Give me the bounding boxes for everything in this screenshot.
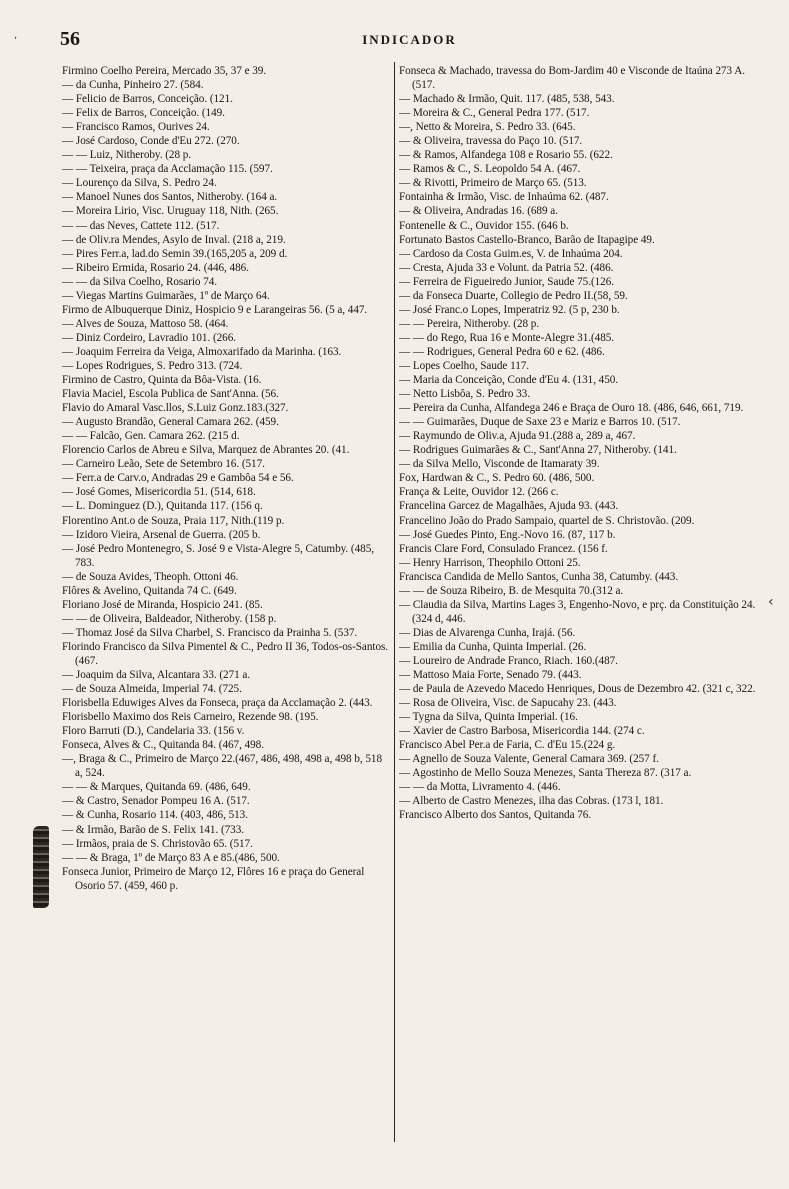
directory-entry: — L. Dominguez (D.), Quitanda 117. (156 q. xyxy=(62,500,263,513)
directory-entry: — & Cunha, Rosario 114. (403, 486, 513. xyxy=(62,809,248,822)
directory-entry: — Henry Harrison, Theophilo Ottoni 25. xyxy=(399,556,581,569)
directory-entry: Francelino João do Prado Sampaio, quartel de S. Christovão. (209. xyxy=(399,514,695,527)
directory-entry: — Joaquim Ferreira da Veiga, Almoxarifado da Marinha. (163. xyxy=(62,345,342,358)
directory-entry: — — da Motta, Livramento 4. (446. xyxy=(399,781,561,794)
directory-entry: — de Oliv.ra Mendes, Asylo de Inval. (218 a, 219. xyxy=(62,233,286,246)
directory-entry: — & Oliveira, travessa do Paço 10. (517. xyxy=(399,135,583,148)
directory-entry: —, Braga & C., Primeiro de Março 22.(467, 486, 498, 498 a, 498 b, 518 a, 524. xyxy=(62,753,383,780)
directory-entry: — José Franc.o Lopes, Imperatriz 92. (5 p, 230 b. xyxy=(399,303,620,316)
directory-entry: Florencio Carlos de Abreu e Silva, Marquez de Abrantes 20. (41. xyxy=(62,444,350,457)
directory-entry: Francisco Alberto dos Santos, Quitanda 76. xyxy=(399,809,592,822)
directory-entry: Flôres & Avelino, Quitanda 74 C. (649. xyxy=(62,584,237,597)
directory-entry: Florentino Ant.o de Souza, Praia 117, Nith.(119 p. xyxy=(62,514,285,527)
directory-entry: — Netto Lisbôa, S. Pedro 33. xyxy=(399,388,530,401)
directory-entry: — Pereira da Cunha, Alfandega 246 e Braça de Ouro 18. (486, 646, 661, 719. xyxy=(399,402,744,415)
directory-entry: Firmino de Castro, Quinta da Bôa-Vista. (16. xyxy=(62,374,262,387)
directory-entry: — da Fonseca Duarte, Collegio de Pedro II.(58, 59. xyxy=(399,289,628,302)
directory-entry: — José Pedro Montenegro, S. José 9 e Vista-Alegre 5, Catumby. (485, 783. xyxy=(62,542,374,569)
directory-entry: — — & Marques, Quitanda 69. (486, 649. xyxy=(62,781,251,794)
directory-entry: — — & Braga, 1º de Março 83 A e 85.(486, 500. xyxy=(62,851,280,864)
directory-entry: — Rosa de Oliveira, Visc. de Sapucahy 23. (443. xyxy=(399,697,617,710)
directory-entry: — Felicio de Barros, Conceição. (121. xyxy=(62,93,233,106)
directory-entry: Flavio do Amaral Vasc.llos, S.Luiz Gonz.183.(327. xyxy=(62,402,289,415)
directory-entry: Fonseca & Machado, travessa do Bom-Jardim 40 e Visconde de Itaúna 273 A. (517. xyxy=(399,65,745,92)
directory-entry: — Lopes Coelho, Saude 117. xyxy=(399,359,530,372)
directory-entry: — de Paula de Azevedo Macedo Henriques, Dous de Dezembro 42. (321 c, 322. xyxy=(399,683,756,696)
directory-entry: Francelina Garcez de Magalhães, Ajuda 93. (443. xyxy=(399,500,619,513)
directory-entry: Francisco Abel Per.a de Faria, C. d'Eu 15.(224 g. xyxy=(399,739,616,752)
directory-entry: — Xavier de Castro Barbosa, Misericordia 144. (274 c. xyxy=(399,725,645,738)
directory-entry: — Cardoso da Costa Guim.es, V. de Inhaúma 204. xyxy=(399,247,623,260)
running-title: INDICADOR xyxy=(362,32,457,47)
directory-entry: — Mattoso Maia Forte, Senado 79. (443. xyxy=(399,669,582,682)
directory-entry: — José Gomes, Misericordia 51. (514, 618. xyxy=(62,486,256,499)
directory-entry: — Ramos & C., S. Leopoldo 54 A. (467. xyxy=(399,163,581,176)
directory-entry: — Maria da Conceição, Conde d'Eu 4. (131, 450. xyxy=(399,374,619,387)
directory-entry: — Lourenço da Silva, S. Pedro 24. xyxy=(62,177,217,190)
directory-entry: — — Rodrigues, General Pedra 60 e 62. (486. xyxy=(399,345,605,358)
directory-entry: — — Guimarães, Duque de Saxe 23 e Mariz e Barros 10. (517. xyxy=(399,416,681,429)
directory-entry: Fonseca Junior, Primeiro de Março 12, Flôres 16 e praça do General Osorio 57. (459, 460 p. xyxy=(62,865,365,892)
directory-entry: Florisbella Eduwiges Alves da Fonseca, praça da Acclamação 2. (443. xyxy=(62,697,373,710)
directory-entry: — Francisco Ramos, Ourives 24. xyxy=(62,121,210,134)
page-header xyxy=(60,28,759,54)
directory-entry: — Emilia da Cunha, Quinta Imperial. (26. xyxy=(399,640,587,653)
directory-entry: — Thomaz José da Silva Charbel, S. Francisco da Prainha 5. (537. xyxy=(62,626,358,639)
directory-entry: — da Silva Mello, Visconde de Itamaraty 39. xyxy=(399,458,600,471)
margin-mark-right: ‹ xyxy=(768,594,774,610)
directory-entry: — Diniz Cordeiro, Lavradio 101. (266. xyxy=(62,331,237,344)
directory-entry: — — do Rego, Rua 16 e Monte-Alegre 31.(485. xyxy=(399,331,615,344)
directory-entry: — Irmãos, praia de S. Christovão 65. (517. xyxy=(62,837,253,850)
directory-entry: — Carneiro Leão, Sete de Setembro 16. (517. xyxy=(62,458,265,471)
directory-entry: Fonseca, Alves & C., Quitanda 84. (467, 498. xyxy=(62,739,264,752)
directory-entry: — Ferreira de Figueiredo Junior, Saude 75.(126. xyxy=(399,275,614,288)
directory-entry: — — Teixeira, praça da Acclamação 115. (597. xyxy=(62,163,273,176)
directory-entry: — — da Silva Coelho, Rosario 74. xyxy=(62,275,218,288)
directory-entry: — Agostinho de Mello Souza Menezes, Santa Thereza 87. (317 a. xyxy=(399,767,692,780)
directory-entry: — & Rivotti, Primeiro de Março 65. (513. xyxy=(399,177,587,190)
directory-entry: — — das Neves, Cattete 112. (517. xyxy=(62,219,220,232)
directory-entry: Francisca Candida de Mello Santos, Cunha 38, Catumby. (443. xyxy=(399,570,679,583)
directory-entry: — Manoel Nunes dos Santos, Nitheroby. (164 a. xyxy=(62,191,278,204)
directory-entry: Floro Barruti (D.), Candelaria 33. (156 v. xyxy=(62,725,245,738)
directory-entry: — Moreira Lirio, Visc. Uruguay 118, Nith. (265. xyxy=(62,205,279,218)
directory-entry: — Rodrigues Guimarães & C., Sant'Anna 27, Nitheroby. (141. xyxy=(399,444,677,457)
directory-entry: — Lopes Rodrigues, S. Pedro 313. (724. xyxy=(62,359,243,372)
directory-entry: — de Souza Avides, Theoph. Ottoni 46. xyxy=(62,570,239,583)
left-column xyxy=(62,64,392,893)
directory-entry: — Ferr.a de Carv.o, Andradas 29 e Gambôa 54 e 56. xyxy=(62,472,294,485)
directory-entry: — José Cardoso, Conde d'Eu 272. (270. xyxy=(62,135,240,148)
directory-entry: Floriano José de Miranda, Hospicio 241. (85. xyxy=(62,598,263,611)
directory-entry: Fontainha & Irmão, Visc. de Inhaúma 62. (487. xyxy=(399,191,609,204)
directory-entry: — — Luiz, Nitheroby. (28 p. xyxy=(62,149,192,162)
directory-entry: — Felix de Barros, Conceição. (149. xyxy=(62,107,225,120)
directory-entry: França & Leite, Ouvidor 12. (266 c. xyxy=(399,486,559,499)
directory-entry: — da Cunha, Pinheiro 27. (584. xyxy=(62,79,204,92)
directory-entry: — Dias de Alvarenga Cunha, Irajá. (56. xyxy=(399,626,576,639)
directory-entry: —, Netto & Moreira, S. Pedro 33. (645. xyxy=(399,121,576,134)
directory-entry: — Machado & Irmão, Quit. 117. (485, 538, 543. xyxy=(399,93,615,106)
directory-entry: Florisbello Maximo dos Reis Carneiro, Rezende 98. (195. xyxy=(62,711,319,724)
directory-entry: Fox, Hardwan & C., S. Pedro 60. (486, 500. xyxy=(399,472,595,485)
directory-entry: — — Falcão, Gen. Camara 262. (215 d. xyxy=(62,430,240,443)
right-column xyxy=(399,64,759,823)
directory-entry: Francis Clare Ford, Consulado Francez. (156 f. xyxy=(399,542,608,555)
margin-mark: , xyxy=(14,30,18,41)
directory-entry: — & Ramos, Alfandega 108 e Rosario 55. (622. xyxy=(399,149,613,162)
directory-entry: — — de Souza Ribeiro, B. de Mesquita 70.(312 a. xyxy=(399,584,624,597)
directory-entry: — — de Oliveira, Baldeador, Nitheroby. (158 p. xyxy=(62,612,277,625)
directory-entry: — — Pereira, Nitheroby. (28 p. xyxy=(399,317,540,330)
directory-entry: — & Oliveira, Andradas 16. (689 a. xyxy=(399,205,558,218)
directory-entry: — Pires Ferr.a, lad.do Semin 39.(165,205 a, 209 d. xyxy=(62,247,288,260)
directory-entry: — Izidoro Vieira, Arsenal de Guerra. (205 b. xyxy=(62,528,261,541)
page-number: 56 xyxy=(60,28,80,50)
directory-entry: Florindo Francisco da Silva Pimentel & C., Pedro II 36, Todos-os-Santos. (467. xyxy=(62,640,389,667)
directory-entry: — Joaquim da Silva, Alcantara 33. (271 a. xyxy=(62,669,251,682)
directory-entry: Flavia Maciel, Escola Publica de Sant'Anna. (56. xyxy=(62,388,279,401)
directory-entry: — Ribeiro Ermida, Rosario 24. (446, 486. xyxy=(62,261,249,274)
directory-entry: — & Irmão, Barão de S. Felix 141. (733. xyxy=(62,823,244,836)
directory-entry: — & Castro, Senador Pompeu 16 A. (517. xyxy=(62,795,250,808)
directory-entry: — Loureiro de Andrade Franco, Riach. 160.(487. xyxy=(399,654,618,667)
directory-entry: Fontenelle & C., Ouvidor 155. (646 b. xyxy=(399,219,569,232)
directory-entry: — Viegas Martins Guimarães, 1º de Março 64. xyxy=(62,289,270,302)
directory-entry: — Alberto de Castro Menezes, ilha das Cobras. (173 l, 181. xyxy=(399,795,664,808)
directory-entry: — Raymundo de Oliv.a, Ajuda 91.(288 a, 289 a, 467. xyxy=(399,430,636,443)
directory-entry: Fortunato Bastos Castello-Branco, Barão de Itapagipe 49. xyxy=(399,233,655,246)
column-divider xyxy=(394,62,395,1142)
directory-entry: — Augusto Brandão, General Camara 262. (459. xyxy=(62,416,279,429)
directory-entry: — Moreira & C., General Pedra 177. (517. xyxy=(399,107,590,120)
directory-entry: — Alves de Souza, Mattoso 58. (464. xyxy=(62,317,229,330)
directory-entry: Firmino Coelho Pereira, Mercado 35, 37 e 39. xyxy=(62,65,267,77)
directory-entry: Firmo de Albuquerque Diniz, Hospicio 9 e Larangeiras 56. (5 a, 447. xyxy=(62,303,368,316)
directory-entry: — José Guedes Pinto, Eng.-Novo 16. (87, 117 b. xyxy=(399,528,616,541)
binding-stain xyxy=(33,826,49,908)
directory-entry: — de Souza Almeida, Imperial 74. (725. xyxy=(62,683,242,696)
directory-entry: — Agnello de Souza Valente, General Camara 369. (257 f. xyxy=(399,753,659,766)
directory-entry: — Claudia da Silva, Martins Lages 3, Engenho-Novo, e prç. da Constituição 24.(324 d, 446. xyxy=(399,598,756,625)
directory-entry: — Tygna da Silva, Quinta Imperial. (16. xyxy=(399,711,578,724)
directory-entry: — Cresta, Ajuda 33 e Volunt. da Patria 52. (486. xyxy=(399,261,614,274)
